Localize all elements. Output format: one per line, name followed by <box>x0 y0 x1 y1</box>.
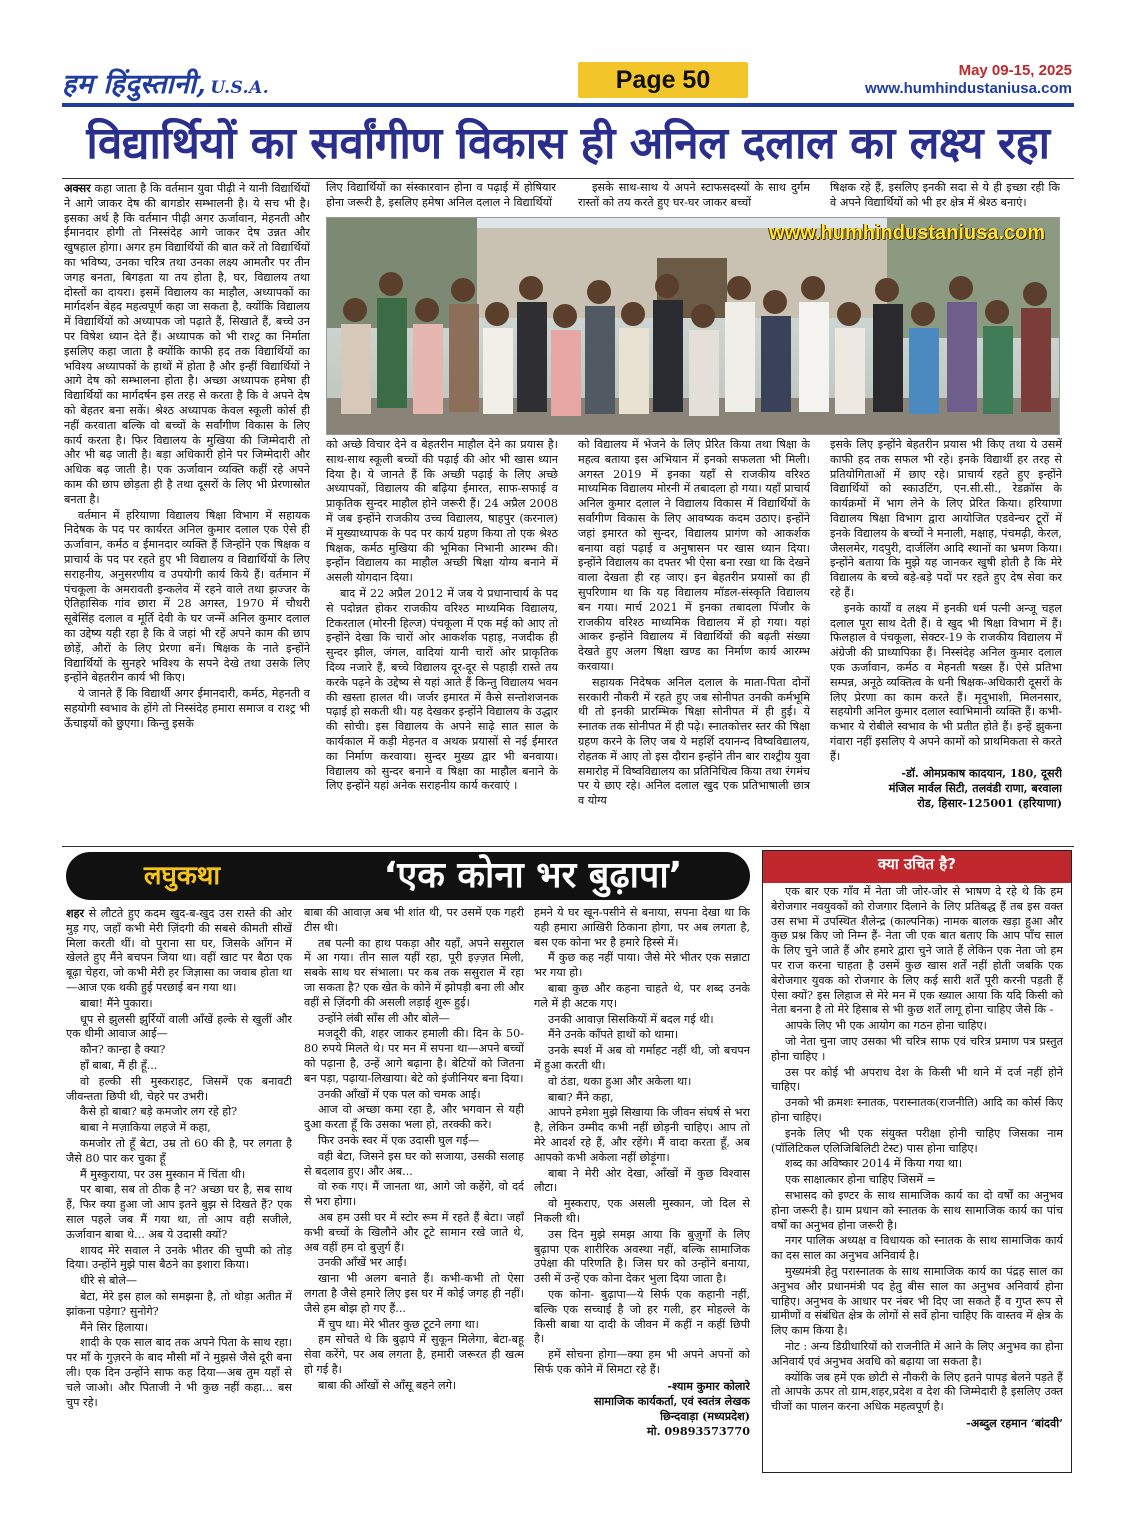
short-story-tag-label: लघुकथा <box>143 861 221 891</box>
story-paragraph: आपने हमेशा मुझे सिखाया कि जीवन संघर्ष से भरा है, लेकिन उम्मीद कभी नहीं छोड़नी चाहिए। आप तो मेरे आदर्श रहे हैं, और रहेंगे। मैं वादा करता हूँ, अब आपको कभी अकेला नहीं छोड़ूंगा। <box>534 1106 750 1164</box>
story-paragraph: धीरे से बोले— <box>80 1274 138 1288</box>
story-column-2 <box>304 906 524 1474</box>
photo-watermark: www.humhindustaniusa.com <box>769 222 1045 244</box>
story-paragraph: मैंने सिर हिलाया। <box>80 1320 148 1334</box>
story-paragraph: शादी के एक साल बाद तक अपने पिता के साथ रहा। पर माँ के गुज़रने के बाद मौसी माँ ने मुझसे जैसे दूरी बना ली। एक दिन उन्होंने साफ कह दिया—अब तुम यहाँ से चले जाओ। और पिताजी ने भी कुछ नहीं कहा... बस चुप रहे। <box>66 1336 292 1409</box>
article-paragraph: को अच्छे विचार देने व बेहतरीन माहौल देने का प्रयास है। साथ-साथ स्कूली बच्चों की पढ़ाई की ओर भी खास ध्यान दिया है। ये जानते हैं कि अच्छी पढ़ाई के लिए अच्छे अध्यापकों, विद्यालय की बढ़िया ईमारत, साफ-सफाई व प्राकृतिक सुन्दर माहौल होने जरूरी हैं। 24 अप्रैल 2008 में जब इन्होंने राजकीय उच्च विद्यालय, षाहपुर (करनाल) में मुख्याध्यापक के पद पर कार्य ग्रहण किया तो एक श्रेश्ठ षिक्षक, कर्मठ मुखिया की भूमिका निभानी आरम्भ की। इन्होंन विद्यालय का माहौल अच्छी षिक्षा योग्य बनाने में असली योगदान दिया। <box>326 438 558 585</box>
opinion-paragraph: इनके लिए भी एक संयुक्त परीक्षा होनी चाहिए जिसका नाम (पॉलिटिकल एलिजिबिलिटी टेस्ट) पास होना चाहिए। <box>771 1126 1063 1155</box>
article-paragraph: षिक्षक रहे हैं, इसलिए इनकी सदा से ये ही इच्छा रही कि वे अपने विद्यार्थियों को भी हर क्षेत्र में श्रेश्ठ बनाएं। <box>830 181 1060 209</box>
story-paragraph: आज वो अच्छा कमा रहा है, और भगवान से यही दुआ करता हूँ कि उसका भला हो, तरक्की करे। <box>304 1103 524 1132</box>
story-paragraph: फिर उनके स्वर में एक उदासी घुल गई— <box>318 1133 480 1147</box>
story-paragraph: बेटा, मेरे इस हाल को समझना है, तो थोड़ा अतीत में झांकना पड़ेगा? सुनोगे? <box>66 1289 292 1318</box>
short-story-title-text: ‘एक कोना भर बुढ़ापा’ <box>383 855 683 896</box>
story-paragraph: शायद मेरे सवाल ने उनके भीतर की चुप्पी को तोड़ दिया। उन्होंने मुझे पास बैठने का इशारा किया। <box>66 1243 292 1272</box>
story-column-1 <box>66 906 292 1474</box>
story-paragraph: उन्होंने लंबी साँस ली और बोले— <box>318 1011 450 1025</box>
article-column-3 <box>578 438 810 844</box>
article-column-4-top <box>830 181 1060 215</box>
story-paragraph: उनकी आँखों में एक पल को चमक आई। <box>318 1087 481 1101</box>
story-lead-word: शहर <box>66 906 85 920</box>
story-paragraph: वो रुक गए। मैं जानता था, आगे जो कहेंगे, वो दर्द से भरा होगा। <box>304 1180 524 1209</box>
opinion-box-body <box>771 885 1063 1431</box>
opinion-paragraph: एक बार एक गाँव में नेता जी जोर-जोर से भाषण दे रहे थे कि हम बेरोजगार नवयुवकों को रोजगार दिलाने के लिए प्रतिबद्ध हैं तब इस वक्त उस सभा में उपस्थित शैलेन्द्र (काल्पनिक) नामक बालक खड़ा हुआ और कुछ प्रश्न किए जो निम्न हैं- नेता जी एक बात बताए कि आप पाँच साल के लिए चुने जाते हैं और हमारे द्वारा चुने जाते हैं लेकिन एक नेता जो हम पर राज करना चाहता है उसमें कुछ खास शर्तें नहीं होती जबकि एक बेरोजगार युवक को रोजगार के लिए कई सारी शर्तें पूरी करनी पड़ती हैं ऐसा क्यों? इस लिहाज से मेरे मन में एक ख्याल आया कि यदि किसी को नेता बनना है तो मेरे हिसाब से भी कुछ शर्तें लागू होना चाहिए जैसे कि - <box>771 885 1063 1017</box>
story-paragraph: बाबा ने मज़ाकिया लहजे में कहा, <box>80 1121 211 1135</box>
story-text: से लौटते हुए कदम खुद-ब-खुद उस रास्ते की ओर मुड़ गए, जहाँ कभी मेरी ज़िंदगी की सबसे कीमती सीखें मिला करती थीं। वो पुराना सा घर, जिसके आँगन में खेलते हुए मैंने बचपन जिया था। वहीं खाट पर बैठा एक बूढ़ा चेहरा, जो कभी मेरी हर जिज्ञासा का जवाब होता था—आज एक थकी हुई परछाई बन गया था। <box>66 907 292 994</box>
opinion-box-title: क्या उचित है? <box>878 855 956 873</box>
site-url[interactable]: www.humhindustaniusa.com <box>865 80 1072 97</box>
opinion-paragraph: नोट : अन्य डिग्रीधारियों को राजनीति में आने के लिए अनुभव का होना अनिवार्य एवं अनुभव अवधि को बढ़ाया जा सकता है। <box>771 1339 1063 1368</box>
story-paragraph: खाना भी अलग बनाते हैं। कभी-कभी तो ऐसा लगता है जैसे हमारे लिए इस घर में कोई जगह ही नहीं। जैसे हम बोझ हो गए हैं... <box>304 1272 524 1315</box>
article-paragraph: इसके साथ-साथ ये अपने स्टाफसदस्यों के साथ दुर्गम रास्तों को तय करते हुए घर-घर जाकर बच्चों <box>578 181 810 209</box>
story-author-signature <box>534 1379 750 1439</box>
story-paragraph: कैसे हो बाबा? बड़े कमजोर लग रहे हो? <box>80 1105 238 1119</box>
article-column-2-top <box>326 181 556 215</box>
story-paragraph: बाबा की आवाज़ अब भी शांत थी, पर उसमें एक गहरी टीस थी। <box>304 906 524 934</box>
author-signature <box>830 766 1062 811</box>
author-name: -डॉ. ओमप्रकाष कादयान, 180, दूसरी <box>901 765 1062 780</box>
story-paragraph: उनकी आँखें भर आईं। <box>318 1256 407 1270</box>
article-paragraph: ये जानते हैं कि विद्यार्थी अगर ईमानदारी, कर्मठ, मेहनती व सहयोगी स्वभाव के होंगे तो निस्संदेह हमारा समाज व राश्ट्र भी ऊँचाइयों को छुएगा। किन्तु इसके <box>64 687 310 730</box>
headline: विद्यार्थियों का सर्वांगीण विकास ही अनिल दलाल का लक्ष्य रहा <box>86 118 1050 169</box>
story-paragraph: हम सोचते थे कि बुढ़ापे में सुकून मिलेगा, बेटा-बहू सेवा करेंगे, पर अब लगता है, हमारी जरूरत ही खत्म हो गई है। <box>304 1333 524 1376</box>
headline-divider <box>62 178 1074 179</box>
story-author-role: सामाजिक कार्यकर्ता, एवं स्वतंत्र लेखक <box>593 1393 750 1408</box>
story-paragraph: बाबा ने मेरी ओर देखा, आँखों में कुछ विश्वास लौटा। <box>534 1166 750 1195</box>
opinion-paragraph: आपके लिए भी एक आयोग का गठन होना चाहिए। <box>785 1019 987 1033</box>
page-number-badge <box>578 62 748 98</box>
author-address-line: रोड, हिसार-125001 (हरियाणा) <box>917 795 1062 810</box>
article-paragraph: बाद में 22 अप्रैल 2012 में जब ये प्रधानाचार्य के पद से पदोन्नत होकर राजकीय वरिश्ठ माध्यमिक विद्यालय, टिकरताल (मोरनी हिल्ज) पंचकूला में एक मई को आए तो इन्होंने देखा कि चारों ओर आकर्शक पहाड़, नजदीक ही सुन्दर झील, जंगल, वादियां यानी चारों ओर प्राकृतिक दिव्य नजारे हैं, बच्चे विद्यालय दूर-दूर से पहाड़ी रास्ते तय करके पढ़ने के उद्देष्य से यहां आते हैं किन्तु विद्यालय भवन की खस्ता हालत थी। जर्जर इमारत में कैसे सन्तोशजनक पढ़ाई हो सकती थी। यह देखकर इन्होंने विद्यालय के उद्धार की सोची। इस विद्यालय के अपने साढ़े सात साल के कार्यकाल में कड़ी मेहनत व अथक प्रयासों से नई ईमारत का निर्माण करवाया। सुन्दर मुख्य द्वार भी बनवाया। विद्यालय को सुन्दर बनाने व षिक्षा का माहौल बनाने के लिए इन्होंने यहां अनेक सराहनीय कार्य करवाएं । <box>326 586 558 793</box>
story-paragraph: वो मुस्कराए, एक असली मुस्कान, जो दिल से निकली थी। <box>534 1197 750 1225</box>
opinion-paragraph: एक साक्षात्कार होना चाहिए जिसमें = <box>785 1173 936 1187</box>
story-paragraph: मैं मुस्कुराया, पर उस मुस्कान में चिंता थी। <box>80 1167 246 1181</box>
article-paragraph <box>64 181 310 508</box>
brand-name: हम हिंदुस्तानी, <box>62 69 207 100</box>
article-lead-word: अक्सर <box>64 181 91 195</box>
issue-date: May 09-15, 2025 <box>958 62 1072 79</box>
story-paragraph: कमजोर तो हूँ बेटा, उम्र तो 60 की है, पर लगता है जैसे 80 पार कर चुका हूँ <box>66 1136 292 1165</box>
article-paragraph: सहायक निदेषक अनिल दलाल के माता-पिता दोनों सरकारी नौकरी में रहते हुए जब सोनीपत उनकी कर्मभूमि थी तो इनकी प्रारम्भिक षिक्षा सोनीपत में ही हुई। ये स्नातक तक सोनीपत में ही पढ़े। स्नातकोत्तर स्तर की षिक्षा ग्रहण करने के लिए जब ये महर्शि दयानन्द विष्वविद्यालय, रोहतक में आए तो इस दौरान इन्होंने तीन बार राश्ट्रीय युवा समारोह में विष्वविद्यालय का प्रतिनिधित्व किया तथा रंगमंच पर ये छाए रहे। अनिल दलाल खुद एक प्रतिभाषाली छात्र व योग्य <box>578 675 810 808</box>
headline-block <box>62 114 1074 176</box>
story-paragraph: मैं चुप था। मेरे भीतर कुछ टूटने लगा था। <box>318 1317 479 1331</box>
story-paragraph: एक कोना- बुढ़ापा—ये सिर्फ एक कहानी नहीं, बल्कि एक सच्चाई है जो हर गली, हर मोहल्ले के किसी बाबा या दादी के जीवन में कहीं न कहीं छिपी है। <box>534 1287 750 1346</box>
newspaper-brand <box>62 64 269 101</box>
article-paragraph: लिए विद्यार्थियों का संस्कारवान होना व पढ़ाई में होषियार होना जरूरी है, इसलिए हमेषा अनिल दलाल ने विद्यार्थियों <box>326 181 556 209</box>
group-photo <box>326 217 1060 435</box>
story-paragraph: उनके स्पर्श में अब वो गर्माहट नहीं थी, जो बचपन में हुआ करती थी। <box>534 1044 750 1072</box>
story-paragraph: कौन? कान्हा है क्या? <box>80 1043 166 1057</box>
story-paragraph: वो ठंडा, थका हुआ और अकेला था। <box>548 1074 692 1088</box>
story-author-phone: मो. 09893573770 <box>646 1423 750 1438</box>
article-column-1 <box>64 181 310 844</box>
opinion-paragraph: क्योंकि जब हमें एक छोटी से नौकरी के लिए इतने पापड़ बेलने पड़ते हैं तो आपके ऊपर तो ग्राम,शहर,प्रदेश व देश की जिम्मेदारी है इसलिए उक्त चीजों का पालन करना अधिक महत्वपूर्ण है। <box>771 1370 1063 1414</box>
article-paragraph: वर्तमान में हरियाणा विद्यालय षिक्षा विभाग में सहायक निदेषक के पद पर कार्यरत अनिल कुमार दलाल एक ऐसे ही ऊर्जावान, कर्मठ व ईमानदार व्यक्ति हैं जिन्होंने एक षिक्षक व प्राचार्य के पद पर रहते हुए भी विद्यालय व विद्यार्थियों के लिए सराहनीय, अनुसरणीय व उपयोगी कार्य किये हैं। वर्तमान में पंचकूला के अमरावती इन्कलेव में रहने वाले तथा झज्जर के ऐतिहासिक गांव छारा में 28 अगस्त, 1970 में चौधरी सूबेसिंह दलाल व मूर्ति देवी के घर जन्में अनिल कुमार दलाल का उद्देष्य यही रहा है कि वे जहां भी रहें अपने काम की छाप छोड़ें, औरों के लिए प्रेरणा बनें। षिक्षक के नाते इन्होंने विद्यार्थियों के सुनहरे भविश्य के सपने देखे तथा उसके लिए इन्होंने बेहतरीन कार्य भी किए। <box>64 508 310 685</box>
article-column-4 <box>830 438 1062 844</box>
article-column-3-top <box>578 181 810 215</box>
opinion-paragraph: नगर पालिक अध्यक्ष व विधायक को स्नातक के साथ सामाजिक कार्य का दस साल का अनुभव अनिवार्य है। <box>771 1234 1063 1263</box>
short-story-title <box>328 852 738 900</box>
story-paragraph: मैं कुछ कह नहीं पाया। जैसे मेरे भीतर एक सन्नाटा भर गया हो। <box>534 951 750 980</box>
story-author-name: -श्याम कुमार कोलारे <box>667 1378 750 1393</box>
story-paragraph: बाबा? मैंने कहा, <box>548 1090 614 1104</box>
story-paragraph: पर बाबा, सब तो ठीक है न? अच्छा घर है, सब साथ हैं, फिर क्या हुआ जो आप इतने बुझ से दिखते हैं? एक साल पहले जब मैं गया था, तो आप वही सजीले, ऊर्जावान बाबा थे... अब ये उदासी क्यों? <box>66 1183 292 1241</box>
article-column-2 <box>326 438 558 844</box>
page-number: Page 50 <box>615 66 711 94</box>
article-paragraph: इनके कार्यों व लक्ष्य में इनकी धर्म पत्नी अन्जू चहल दलाल पूरा साथ देती हैं। वे खुद भी षिक्षा विभाग में हैं। फिलहाल वे पंचकूला, सेक्टर-19 के राजकीय विद्यालय में अंग्रेजी की प्राध्यापिका हैं। निस्संदेह अनिल कुमार दलाल एक ऊर्जावान, कर्मठ व मेहनती षख्स हैं। ऐसे प्रतिभा सम्पन्न, अनूठे व्यक्तित्व के धनी षिक्षक-अधिकारी दूसरों के लिए प्रेरणा का काम करते हैं। मृदुभाशी, मिलनसार, सहयोगी अनिल कुमार दलाल स्वाभिमानी व्यक्ति हैं। कभी-कभार ये रोबीले स्वभाव के भी प्रतीत होते हैं। इन्हें झुकना गंवारा नहीं इसलिए ये अपने कामों को प्राथमिकता से करते हैं। <box>830 601 1062 763</box>
story-paragraph: बाबा! मैंने पुकारा। <box>80 996 153 1010</box>
story-author-place: छिन्दवाड़ा (मध्यप्रदेश) <box>660 1408 750 1423</box>
story-paragraph: बाबा कुछ और कहना चाहते थे, पर शब्द उनके गले में ही अटक गए। <box>534 981 750 1010</box>
story-paragraph: धूप से झुलसी झुर्रियों वाली आँखें हल्के से खुलीं और एक धीमी आवाज आई— <box>66 1012 292 1041</box>
opinion-paragraph: उस पर कोई भी अपराध देश के किसी भी थाने में दर्ज नहीं होने चाहिए। <box>771 1065 1063 1094</box>
masthead-divider <box>62 103 1074 107</box>
story-paragraph <box>66 906 292 996</box>
opinion-paragraph: जो नेता चुना जाए उसका भी चरित्र साफ एवं चरित्र प्रमाण पत्र प्रस्तुत होना चाहिए । <box>771 1034 1063 1063</box>
masthead <box>62 62 1072 102</box>
story-paragraph: उस दिन मुझे समझ आया कि बुज़ुर्गों के लिए बुढ़ापा एक शारीरिक अवस्था नहीं, बल्कि सामाजिक उपेक्षा की परिणति है। जिस घर को उन्होंने बनाया, उसी में उन्हें एक कोना देकर भुला दिया जाता है। <box>534 1227 750 1286</box>
short-story-banner <box>66 852 750 900</box>
article-paragraph: को विद्यालय में भेजने के लिए प्रेरित किया तथा षिक्षा के महत्व बताया इस अभियान में इनको सफलता भी मिली। अगस्त 2019 में इनका यहाँ से राजकीय वरिश्ठ माध्यमिक विद्यालय मोरनी में तबादला हो गया। यहाँ प्राचार्य अनिल कुमार दलाल ने विद्यालय विकास में विद्यार्थियों के सर्वांगीण विकास के लिए आवष्यक कदम उठाए। इन्होंने जहां इमारत को सुन्दर, विद्यालय प्रागंण को आकर्शक बनाया वहां पढ़ाई व अनुषासन पर खास ध्यान दिया। इन्होंने विद्यालय का दफ्तर भी ऐसा बना रखा था कि देखने वाला देखता ही रह जाए। इन बेहतरीन प्रयासों का ही सुपरिणाम था कि यह विद्यालय मॉडल-संस्कृति विद्यालय बन गया। मार्च 2021 में इनका तबादला पिंजौर के राजकीय वरिश्ठ माध्यमिक विद्यालय में हो गया। यहां आकर इन्होंने विद्यालय में विद्यार्थियों की बढ़ती संख्या देखते हुए अलग षिक्षा खण्ड का निर्माण कार्य आरम्भ करवाया। <box>578 438 810 673</box>
article-paragraph: इसके लिए इन्होंने बेहतरीन प्रयास भी किए तथा ये उसमें काफी हद तक सफल भी रहे। इनके विद्यार्थी हर तरह से प्रतियोगिताओं में छाए रहे। प्राचार्य रहते हुए इन्होंने विद्यार्थियों को स्काउटिंग, एन.सी.सी., रेडक्रॉस के कार्यक्रमों में भाग लेने के लिए प्रेरित किया। हरियाणा विद्यालय षिक्षा विभाग द्वारा आयोजित एडवेन्चर टूरों में इनके विद्यालय के बच्चों ने मनाली, मक्षाह, पंचमढ़ी, केरल, जैसलमेर, गदपुरी, दार्जलिंग आदि स्थानों का भ्रमण किया। इन्होंने बताया कि मुझे यह जानकर खुषी होती है कि मेरे विद्यालय के बच्चे बड़े-बड़े पदों पर रहते हुए देष सेवा कर रहे हैं। <box>830 438 1062 599</box>
author-address-line: मंजिल मार्वल सिटी, तलवंडी राणा, बरवाला <box>888 780 1062 795</box>
short-story-tag <box>82 858 282 894</box>
opinion-paragraph: सभासद को इण्टर के साथ सामाजिक कार्य का दो वर्षों का अनुभव होना जरूरी है। ग्राम प्रधान को स्नातक के साथ सामाजिक कार्य का पांच वर्षों का अनुभव होना जरूरी है। <box>771 1188 1063 1232</box>
opinion-paragraph: उनको भी क्रमशः स्नातक, परास्नातक(राजनीति) आदि का कोर्स किए होना चाहिए। <box>771 1096 1063 1124</box>
section-divider <box>62 846 1074 847</box>
story-paragraph: वो हल्की सी मुस्कराहट, जिसमें एक बनावटी जीवन्तता छिपी थी, चेहरे पर उभरी। <box>66 1074 292 1103</box>
story-paragraph: अब हम उसी घर में स्टोर रूम में रहते हैं बेटा। जहाँ कभी बच्चों के खिलौने और टूटे सामान रखे जाते थे, अब वहीं हम दो बुज़ुर्ग हैं। <box>304 1210 524 1254</box>
brand-suffix: U.S.A. <box>210 78 270 98</box>
story-paragraph: बाबा की आँखों से आँसू बहने लगे। <box>318 1378 457 1392</box>
story-paragraph: हमने ये घर खून-पसीने से बनाया, सपना देखा था कि यही हमारा आखिरी ठिकाना होगा, पर अब लगता है, बस एक कोना भर है हमारे हिस्से में। <box>534 906 750 949</box>
opinion-box-header <box>763 851 1071 883</box>
story-paragraph: हमें सोचना होगा—क्या हम भी अपने अपनों को सिर्फ एक कोने में सिमटा रहे हैं। <box>534 1348 750 1376</box>
story-column-3 <box>534 906 750 1474</box>
group-photo-image <box>327 218 1060 435</box>
story-paragraph: मजदूरी की, शहर जाकर हमाली की। दिन के 50-80 रुपये मिलते थे। पर मन में सपना था—अपने बच्चों को पढ़ाना है, उन्हें आगे बढ़ाना है। बेटियों को जितना बन पड़ा, पढ़ाया-लिखाया। बेटे को इंजीनियर बना दिया। <box>304 1027 524 1085</box>
story-paragraph: वही बेटा, जिसने इस घर को सजाया, उसकी सलाह से बदलाव हुए। और अब... <box>304 1149 524 1178</box>
story-paragraph: तब पत्नी का हाथ पकड़ा और यहाँ, अपने ससुराल में आ गया। तीन साल यहीं रहा, पूरी इज़्ज़त मिली, सबके साथ घर संभाला। पर कब तक ससुराल में रहा जा सकता है? एक खेत के कोने में झोपड़ी बना ली और वहीं से ज़िंदगी की असली लड़ाई शुरू हुई। <box>304 936 524 1009</box>
opinion-box <box>762 850 1072 1473</box>
story-paragraph: हाँ बाबा, मैं ही हूँ... <box>80 1058 158 1072</box>
opinion-paragraph: मुख्यमंत्री हेतु परास्नातक के साथ सामाजिक कार्य का पंद्रह साल का अनुभव और प्रधानमंत्री पद हेतु बीस साल का अनुभव अनिवार्य होना चाहिए। अनुभव के आधार पर नंबर भी दिए जा सकते हैं व गुप्त रूप से ग्रामीणों व संबंधित क्षेत्र के लोगों से सर्वे होना चाहिए कि वास्तव में क्षेत्र के लिए काम किया है। <box>771 1264 1063 1338</box>
article-text: कहा जाता है कि वर्तमान युवा पीढ़ी ने यानी विद्यार्थियों ने आगे जाकर देष की बागडोर सम्भालनी है। ये सच भी है। इसका अर्थ है कि वर्तमान पीढ़ी अगर ऊर्जावान, मेहनती और ईमानदार होगी तो निस्संदेह आगे जाकर देष उन्नत और खुषहाल होगा। अगर हम विद्यार्थियों की बात करें तो विद्यार्थियों का भविष्य, उनका चरित्र तथा उनका लक्ष्य आमतौर पर तीन जगह बनता, बिगड़ता या तय होता है, घर, विद्यालय तथा दोस्तों का दायरा। इसमें विद्यालय का माहौल, अध्यापकों का मार्गदर्शन बेहद महत्वपूर्ण कहा जा सकता है, क्योंकि विद्यालय में विद्यार्थियों को अध्यापक जो पढ़ाते हैं, सिखाते हैं, बच्चे उन पर विषेश ध्यान देते हैं। अध्यापक को भी राश्ट्र का निर्माता इसलिए कहा जाता है क्योंकि काफी हद तक विद्यार्थियों का भविश्य अध्यापकों के हाथों में होता है और इन्हीं विद्यार्थियों ने आगे देष को सम्भालना होता है। अच्छा अध्यापक हमेषा ही विद्यार्थियों का मार्गदर्षन इस तरह से करता है कि वे अपने देष को बेहतर बना सकें। श्रेश्ठ अध्यापक केवल स्कूली कोर्स ही नहीं करवाता बल्कि वो बच्चों के सर्वांगीण विकास के लिए कार्य करता है। फिर विद्यालय के मुखिया की जिम्मेदारी तो और भी बढ़ जाती है। बड़ा अधिकारी होने पर जिम्मेदारी और अधिक बढ़ जाती है। एक ऊर्जावान व्यक्ति कहीं रहे अपने काम की छाप छोड़ता ही है तथा दूसरों के लिए भी प्रेरणास्रोत बनता है। <box>64 182 310 506</box>
opinion-paragraph: शब्द का अविष्कार 2014 में किया गया था। <box>785 1157 963 1171</box>
story-paragraph: मैंने उनके काँपते हाथों को थामा। <box>548 1028 679 1042</box>
story-paragraph: उनकी आवाज़ सिसकियों में बदल गई थी। <box>548 1012 714 1026</box>
opinion-author: -अब्दुल रहमान ‘बांदवी’ <box>966 1415 1063 1430</box>
